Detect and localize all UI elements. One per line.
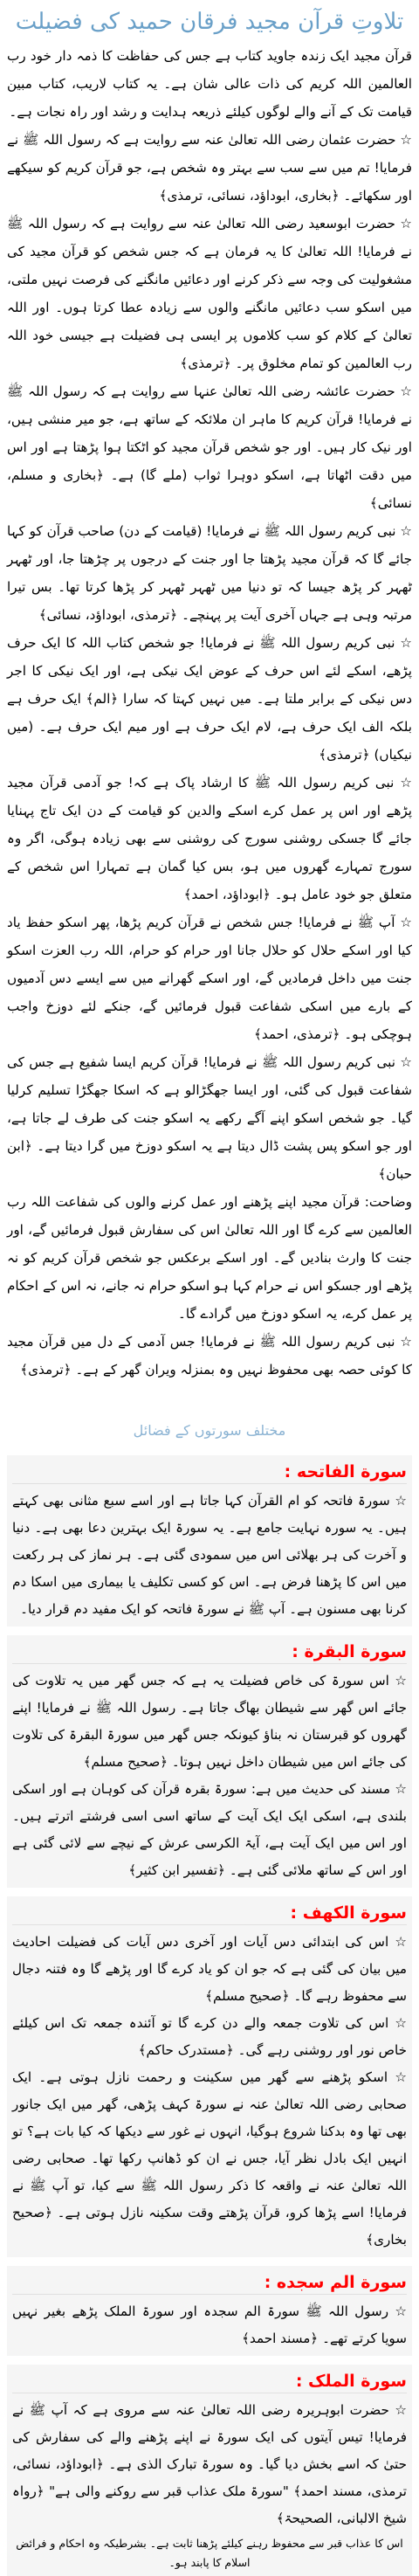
page-title: تلاوتِ قرآن مجید فرقان حمید کی فضیلت — [15, 9, 404, 35]
surah-section-fatiha — [7, 1455, 412, 1626]
surah-paragraph: ☆ حضرت ابوہریرہ رضی اللہ تعالیٰ عنہ سے مروی ہے کہ آپ ﷺ نے فرمایا! تیس آیتوں کی ایک سورۃ نے اپنے پڑھنے والے کی سفارش کی حتیٰ کہ اسے بخش دیا گیا۔ وہ سورۃ تبارک الذی ہے۔ ﴿ابوداؤد، نسائی، ترمذی، مسند احمد﴾ "سورۃ ملک عذاب قبر سے روکنے والی ہے" ﴿رواہ شیخ الالبانی، الصحیحۃ﴾ — [12, 2402, 407, 2526]
surah-paragraph: ☆ اسکو پڑھنے سے گھر میں سکینت و رحمت نازل ہوتی ہے۔ ایک صحابی رضی اللہ تعالیٰ عنہ نے سورۃ کہف پڑھی، گھر میں ایک جانور بھی تھا وہ بدکنا شروع ہوگیا، انہوں نے غور سے دیکھا کہ کیا بات ہے؟ تو انہیں ایک بادل نظر آیا، جس نے ان کو ڈھانپ رکھا تھا۔ صحابی رضی اللہ تعالیٰ عنہ نے واقعہ کا ذکر رسول اللہ ﷺ سے کیا، تو آپ ﷺ نے فرمایا! اسے پڑھا کرو، قرآن پڑھتے وقت سکینہ نازل ہوتی ہے۔ ﴿صحیح بخاری﴾ — [12, 2069, 407, 2248]
paragraph: وضاحت: قرآن مجید اپنے پڑھنے اور عمل کرنے والوں کی شفاعت اللہ رب العالمین سے کرے گا اور اللہ تعالیٰ اس کی سفارش قبول فرمائیں گے، اور جنت کا وارث بنادیں گے۔ اور اسکے برعکس جو شخص قرآن کریم کو نہ پڑھے اور جسکو اس نے حرام کہا ہو اسکو حرام نہ جانے، نہ اس کے احکام پر عمل کرے، یہ اسکو دوزخ میں گرادے گا۔ — [7, 1194, 412, 1322]
surah-heading: سورة البقرة : — [12, 1640, 407, 1664]
surah-paragraph: ☆ اس کی تلاوت جمعہ والے دن کرے گا تو آئندہ جمعہ تک اس کیلئے خاص نور اور روشنی رہے گی۔ ﴿مستدرک حاکم﴾ — [12, 2015, 407, 2058]
surah-heading: سورة الکهف : — [12, 1902, 407, 1925]
surah-section-kahf — [7, 1896, 412, 2257]
surah-heading: سورة الملک : — [12, 2370, 407, 2393]
surah-section-baqarah — [7, 1635, 412, 1888]
paragraph: ☆ نبی کریم رسول اللہ ﷺ نے فرمایا! جو شخص کتاب اللہ کا ایک حرف پڑھے، اسکے لئے اس حرف کے عوض ایک نیکی ہے، اور ایک نیکی کا اجر دس نیکی کے برابر ملتا ہے۔ میں نہیں کہتا کہ سارا ﴿الم﴾ ایک حرف ہے بلکہ الف ایک حرف ہے، لام ایک حرف ہے اور میم ایک حرف ہے۔ (میں نیکیاں) ﴿ترمذی﴾ — [7, 635, 412, 763]
paragraph: ☆ آپ ﷺ نے فرمایا! جس شخص نے قرآن کریم پڑھا، پھر اسکو حفظ یاد کیا اور اسکے حلال کو حلال جانا اور حرام کو حرام، اللہ رب العزت اسکو جنت میں داخل فرمادیں گے، اور اسکے گھرانے میں سے ایسے دس آدمیوں کے بارے میں اسکی شفاعت قبول فرمائیں گے، جنکے لئے دوزخ واجب ہوچکی ہو۔ ﴿ترمذی، احمد﴾ — [7, 915, 412, 1042]
paragraph: ☆ نبی کریم رسول اللہ ﷺ نے فرمایا! جس آدمی کے دل میں قرآن مجید کا کوئی حصہ بھی محفوظ نہیں وہ بمنزلہ ویران گھر کے ہے۔ ﴿ترمذی﴾ — [7, 1334, 412, 1378]
paragraph: ☆ حضرت عائشہ رضی اللہ تعالیٰ عنہا سے روایت ہے کہ رسول اللہ ﷺ نے فرمایا! قرآن کریم کا ماہر ان ملائکہ کے ساتھ ہے، جو میر منشی ہیں، اور نیک کار ہیں۔ اور جو شخص قرآن مجید کو اٹکتا ہوا پڑھتا ہے اور اس میں دقت اٹھاتا ہے، اسکو دوہرا ثواب (ملے گا) ہے۔ ﴿بخاری و مسلم، نسائی﴾ — [7, 383, 412, 511]
paragraph: ☆ نبی کریم رسول اللہ ﷺ کا ارشاد پاک ہے کہ! جو آدمی قرآن مجید پڑھے اور اس پر عمل کرے اسکے والدین کو قیامت کے دن ایک تاج پہنایا جائے گا جسکی روشنی سورج کی روشنی سے بھی زیادہ ہوگی، اگر وہ سورج تمہارے گھروں میں ہو، بس کیا گمان ہے تمہارا اس شخص کے متعلق جو خود عامل ہو۔ ﴿ابوداؤد، احمد﴾ — [7, 775, 412, 902]
section-title: مختلف سورتوں کے فضائل — [133, 1422, 286, 1439]
surah-section-sajdah — [7, 2266, 412, 2356]
surah-heading: سورة الم سجده : — [12, 2271, 407, 2295]
paragraph: ☆ حضرت عثمان رضی اللہ تعالیٰ عنہ سے روایت ہے کہ رسول اللہ ﷺ نے فرمایا! تم میں سے سب سے بہتر وہ شخص ہے، جو قرآن کریم کو سیکھے اور سکھائے۔ ﴿بخاری، ابوداؤد، نسائی، ترمذی﴾ — [7, 132, 412, 204]
footer-note: اس کا عذاب قبر سے محفوظ رہنے کیلئے پڑھنا ثابت ہے۔ بشرطیکہ وہ احکام و فرائض اسلام کا پابند ہو۔ — [16, 2537, 403, 2569]
paragraph: ☆ نبی کریم رسول اللہ ﷺ نے فرمایا! قرآن کریم ایسا شفیع ہے جس کی شفاعت قبول کی گئی، اور ایسا جھگڑالو ہے کہ اسکا جھگڑا تسلیم کرلیا گیا۔ جو شخص اسکو اپنے آگے رکھے یہ اسکو جنت کی طرف لے جاتا ہے، اور جو اسکو پس پشت ڈال دیتا ہے یہ اسکو دوزخ میں گرا دیتا ہے۔ ﴿ابن حبان﴾ — [7, 1054, 412, 1182]
paragraph: ☆ نبی کریم رسول اللہ ﷺ نے فرمایا! (قیامت کے دن) صاحب قرآن کو کہا جائے گا کہ قرآن مجید پڑھتا جا اور جنت کے درجوں پر چڑھتا جا، اور ٹھہر ٹھہر کر پڑھ جیسا کہ تو دنیا میں ٹھہر ٹھہر کر پڑھا کرتا تھا۔ بس تیرا مرتبہ وہی ہے جہاں آخری آیت پر پہنچے۔ ﴿ترمذی، ابوداؤد، نسائی﴾ — [7, 523, 412, 623]
paragraph: قرآن مجید ایک زندہ جاوید کتاب ہے جس کی حفاظت کا ذمہ دار خود رب العالمین اللہ کریم کی ذات عالی شان ہے۔ یہ کتاب لاریب، کتاب مبین قیامت تک کے آنے والے لوگوں کیلئے ذریعہ ہدایت و رشد اور راہ نجات ہے۔ — [7, 48, 412, 120]
page — [0, 9, 419, 2569]
paragraph: ☆ حضرت ابوسعید رضی اللہ تعالیٰ عنہ سے روایت ہے کہ رسول اللہ ﷺ نے فرمایا! اللہ تعالیٰ کا یہ فرمان ہے کہ جس شخص کو قرآن مجید کی مشغولیت کی وجہ سے ذکر کرنے اور دعائیں مانگنے کی فرصت نہیں ملتی، میں اسکو سب دعائیں مانگنے والوں سے زیادہ عطا کرتا ہوں۔ اور اللہ تعالیٰ کے کلام کو سب کلاموں پر ایسی ہی فضیلت ہے جیسی خود اللہ رب العالمین کو تمام مخلوق پر۔ ﴿ترمذی﴾ — [7, 216, 412, 371]
surah-paragraph: ☆ اس کی ابتدائی دس آیات اور آخری دس آیات کی فضیلت احادیث میں بیان کی گئی ہے کہ جو ان کو یاد کرے گا اور پڑھے گا وہ فتنہ دجال سے محفوظ رہے گا۔ ﴿صحیح مسلم﴾ — [12, 1934, 407, 2004]
surah-section-mulk — [7, 2365, 412, 2576]
surah-paragraph: ☆ سورۃ فاتحہ کو ام القرآن کہا جاتا ہے اور اسے سبع مثانی بھی کہتے ہیں۔ یہ سورہ نہایت جامع ہے۔ یہ سورۃ ایک بہترین دعا بھی ہے۔ دنیا و آخرت کی ہر بھلائی اس میں سمودی گئی ہے۔ ہر نماز کی ہر رکعت میں اس کا پڑھنا فرض ہے۔ اس کو کسی تکلیف یا بیماری میں اسکا دم کرنا بھی مسنون ہے۔ آپ ﷺ نے سورۃ فاتحہ کو ایک مفید دم قرار دیا۔ — [12, 1493, 407, 1617]
surah-paragraph: ☆ مسند کی حدیث میں ہے: سورۃ بقرہ قرآن کی کوہان ہے اور اسکی بلندی ہے، اسکی ایک ایک آیت کے ساتھ اسی اسی فرشتے اترتے ہیں۔ اور اس میں ایک آیت ہے، آیۃ الکرسی عرش کے نیچے سے لائی گئی ہے اور اس کے ساتھ ملائی گئی ہے۔ ﴿تفسیر ابن کثیر﴾ — [12, 1781, 407, 1878]
main-article — [7, 42, 412, 1384]
surah-heading: سورة الفاتحه : — [12, 1461, 407, 1484]
surah-paragraph: ☆ اس سورۃ کی خاص فضیلت یہ ہے کہ جس گھر میں یہ تلاوت کی جائے اس گھر سے شیطان بھاگ جاتا ہے۔ رسول اللہ ﷺ نے فرمایا! اپنے گھروں کو قبرستان نہ بناؤ کیونکہ جس گھر میں سورۃ البقرۃ کی تلاوت کی جائے اس میں شیطان داخل نہیں ہوتا۔ ﴿صحیح مسلم﴾ — [12, 1673, 407, 1770]
surah-paragraph: ☆ رسول اللہ ﷺ سورۃ الم سجدہ اور سورۃ الملک پڑھے بغیر نہیں سویا کرتے تھے۔ ﴿مسند احمد﴾ — [12, 2303, 407, 2346]
